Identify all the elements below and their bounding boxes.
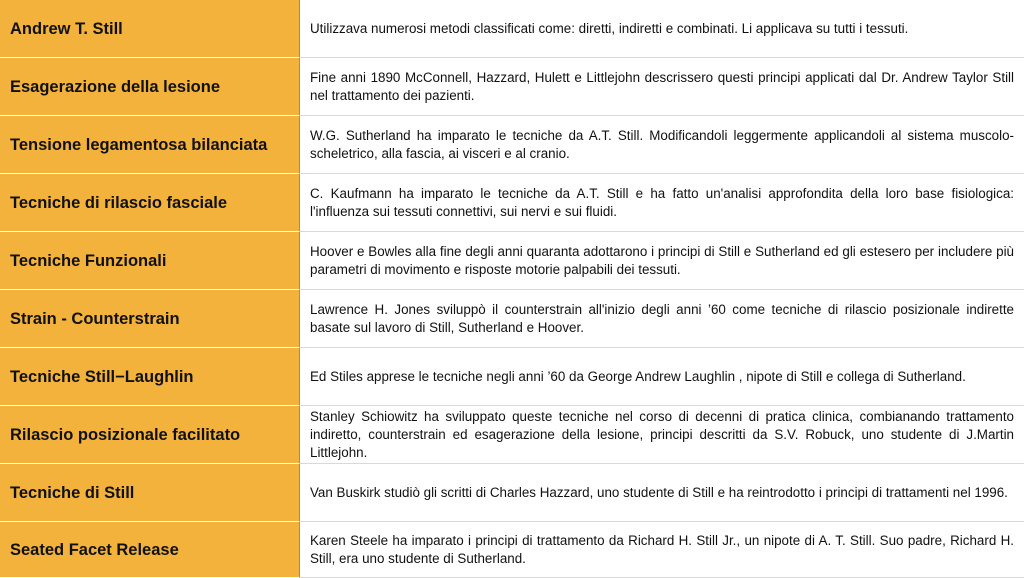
- technique-description-cell: [300, 522, 1024, 578]
- technique-name-cell: [0, 290, 300, 348]
- technique-description: Lawrence H. Jones sviluppò il counterstrain all'inizio degli anni ’60 come tecniche di rilascio posizionale indirette basate sul lavoro di Still, Sutherland e Hoover.: [310, 301, 1014, 335]
- technique-description: Utilizzava numerosi metodi classificati come: diretti, indiretti e combinati. Li applicava su tutti i tessuti.: [310, 20, 909, 36]
- technique-description: Fine anni 1890 McConnell, Hazzard, Hulett e Littlejohn descrissero questi principi applicati dal Dr. Andrew Taylor Still nel trattamento dei pazienti.: [310, 69, 1014, 103]
- technique-description: C. Kaufmann ha imparato le tecniche da A.T. Still e ha fatto un'analisi approfondita della loro base fisiologica: l'influenza sui tessuti connettivi, sui nervi e sui fluidi.: [310, 185, 1014, 219]
- technique-description-cell: [300, 58, 1024, 116]
- technique-name-cell: [0, 174, 300, 232]
- technique-description-cell: [300, 348, 1024, 406]
- technique-name: Rilascio posizionale facilitato: [10, 425, 241, 444]
- technique-name-cell: [0, 232, 300, 290]
- technique-name: Esagerazione della lesione: [10, 77, 221, 96]
- technique-description-cell: [300, 464, 1024, 522]
- technique-description-cell: [300, 116, 1024, 174]
- technique-description: Hoover e Bowles alla fine degli anni quaranta adottarono i principi di Still e Sutherland ed gli estesero per includere più parametri di movimento e risposte motorie palpabili dei tessuti.: [310, 243, 1014, 277]
- technique-description: Ed Stiles apprese le tecniche negli anni ’60 da George Andrew Laughlin , nipote di Still e collega di Sutherland.: [310, 368, 966, 384]
- technique-name: Tecniche di Still: [10, 483, 135, 502]
- technique-name-cell: [0, 58, 300, 116]
- technique-description-cell: [300, 406, 1024, 464]
- technique-name-cell: [0, 406, 300, 464]
- technique-name: Andrew T. Still: [10, 19, 123, 38]
- technique-description: Van Buskirk studiò gli scritti di Charles Hazzard, uno studente di Still e ha reintrodotto i principi di trattamenti nel 1996.: [310, 484, 1008, 500]
- technique-name: Seated Facet Release: [10, 540, 179, 559]
- technique-name: Tecniche Funzionali: [10, 251, 167, 270]
- technique-description-cell: [300, 232, 1024, 290]
- technique-name-cell: [0, 0, 300, 58]
- technique-name-cell: [0, 348, 300, 406]
- technique-description-cell: [300, 290, 1024, 348]
- technique-name-cell: [0, 522, 300, 578]
- technique-name-cell: [0, 116, 300, 174]
- technique-description: W.G. Sutherland ha imparato le tecniche da A.T. Still. Modificandoli leggermente applicandoli al sistema muscolo-scheletrico, alla fascia, ai visceri e al cranio.: [310, 127, 1014, 161]
- technique-name: Strain - Counterstrain: [10, 309, 180, 328]
- technique-name: Tecniche Still−Laughlin: [10, 367, 194, 386]
- technique-name: Tensione legamentosa bilanciata: [10, 135, 268, 154]
- technique-description: Karen Steele ha imparato i principi di trattamento da Richard H. Still Jr., un nipote di A. T. Still. Suo padre, Richard H. Still, era uno studente di Sutherland.: [310, 532, 1014, 566]
- technique-description-cell: [300, 174, 1024, 232]
- technique-description-cell: [300, 0, 1024, 58]
- technique-description: Stanley Schiowitz ha sviluppato queste tecniche nel corso di decenni di pratica clinica, combianando trattamento indiretto, counterstrain ed esagerazione della lesione, principi descritti da S.V. Robuck, uno studente di J.Martin Littlejohn.: [310, 408, 1014, 460]
- technique-name: Tecniche di rilascio fasciale: [10, 193, 228, 212]
- technique-name-cell: [0, 464, 300, 522]
